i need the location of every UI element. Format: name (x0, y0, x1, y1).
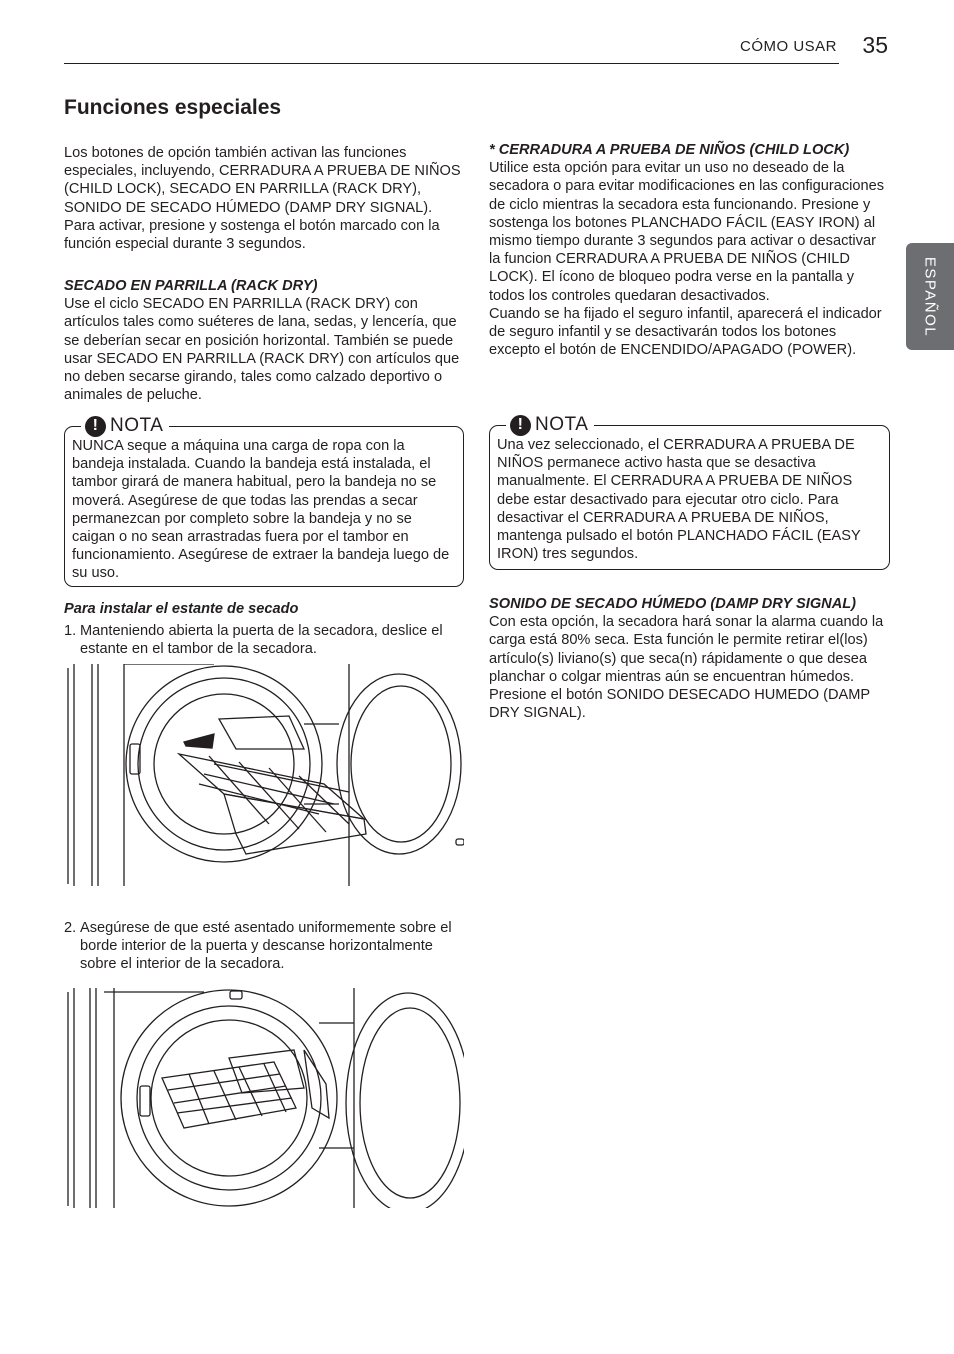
install-heading: Para instalar el estante de secado (64, 601, 299, 617)
dryer-rack-sliding-illustration (64, 664, 464, 886)
child-lock-heading: * CERRADURA A PRUEBA DE NIÑOS (CHILD LOCK) (489, 142, 850, 158)
rack-dry-section (64, 277, 464, 404)
child-lock-paragraph-1: Utilice esta opción para evitar un uso no deseado de la secadora o para evitar modificaciones en las configuraciones de ciclo mientras la secadora esta funcionando. Presione y sostenga los botones PLANCHADO FÁCIL (EASY IRON) al mismo tiempo durante 3 segundos para activar o desactivar la funcion CERRADURA A PRUEBA DE NIÑOS (CHILD LOCK). El ícono de bloqueo podra verse en la pantalla y todos los controles quedaran desactivados. (489, 160, 885, 304)
child-lock-paragraph-2: Cuando se ha fijado el seguro infantil, aparecerá el indicador de seguro infantil y se desactivarán todos los botones excepto el botón de ENCENDIDO/APAGADO (POWER). (489, 305, 882, 359)
exclamation-icon: ! (510, 415, 531, 436)
step-number: 1. (64, 623, 77, 639)
header-section-title: CÓMO USAR (739, 38, 837, 55)
page-title: Funciones especiales (64, 96, 282, 119)
install-step-2 (64, 919, 464, 974)
header-divider (64, 63, 839, 64)
install-heading-block (64, 600, 464, 618)
step-number: 2. (64, 920, 77, 936)
note-body: Una vez seleccionado, el CERRADURA A PRUEBA DE NIÑOS permanece activo hasta que se desactiva manualmente. El CERRADURA A PRUEBA DE NIÑOS debe estar desactivado para ejecutar otro ciclo. Para desactivar el CERRADURA A PRUEBA DE NIÑOS, mantenga pulsado el botón PLANCHADO FÁCIL (EASY IRON) tres segundos. (497, 437, 861, 563)
intro-text: Los botones de opción también activan las funciones especiales, incluyendo, CERRADURA A PRUEBA DE NIÑOS (CHILD LOCK), SECADO EN PARRILLA (RACK DRY), SONIDO DE SECADO HÚMEDO (DAMP DRY SIGNAL). Para activar, presione y sostenga el botón marcado con la función especial durante 3 segundos. (64, 145, 461, 253)
note-label: NOTA (110, 415, 164, 436)
note-body: NUNCA seque a máquina una carga de ropa con la bandeja instalada. Cuando la bandeja está instalada, el tambor girará de manera habitual, pero la bandeja no se moverá. Asegúrese de que todas las prendas a secar permanezcan por completo sobre la bandeja y no se caigan o no sean arrastradas fuera por el tambor en funcionamiento. Asegúrese de extraer la bandeja luego de su uso. (72, 438, 450, 582)
child-lock-section (489, 141, 889, 359)
intro-paragraph (64, 144, 464, 253)
side-tab-label: ESPAÑOL (921, 256, 939, 337)
rack-dry-body: Use el ciclo SECADO EN PARRILLA (RACK DRY) con artículos tales como suéteres de lana, sedas, y lencería, que se deberían secar en posición horizontal. También se puede usar SECADO EN PARRILLA (RACK DRY) con artículos que no deben secarse girando, tales como calzado deportivo o animales de peluche. (64, 296, 460, 404)
note-header (506, 414, 594, 436)
step-text: Asegúrese de que esté asentado uniformemente sobre el borde interior de la puerta y descanse horizontalmente sobre el interior de la secadora. (80, 920, 452, 973)
damp-dry-body: Con esta opción, la secadora hará sonar la alarma cuando la carga está 80% seca. Esta función le permite retirar el(los) artículo(s) liviano(s) que seca(n) rápidamente o que desea planchar o colgar mientras aún se encuentran húmedos. Presione el botón SONIDO DESECADO HUMEDO (DAMP DRY SIGNAL). (489, 614, 884, 722)
note-box-rack-dry (64, 415, 464, 587)
step-text: Manteniendo abierta la puerta de la secadora, deslice el estante en el tambor de la secadora. (80, 623, 443, 658)
rack-dry-heading: SECADO EN PARRILLA (RACK DRY) (64, 278, 318, 294)
exclamation-icon: ! (85, 416, 106, 437)
note-header (81, 415, 169, 437)
note-box-child-lock (489, 414, 890, 570)
note-label: NOTA (535, 414, 589, 435)
language-side-tab (906, 243, 954, 350)
dryer-rack-installed-illustration (64, 988, 464, 1208)
damp-dry-heading: SONIDO DE SECADO HÚMEDO (DAMP DRY SIGNAL) (489, 596, 857, 612)
install-step-1 (64, 622, 464, 658)
damp-dry-section (489, 595, 889, 722)
page-number: 35 (862, 32, 888, 58)
